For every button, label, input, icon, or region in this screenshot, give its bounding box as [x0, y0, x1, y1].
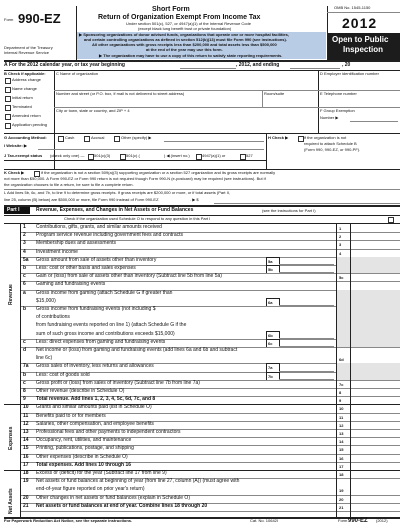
line-box-number: 7c — [339, 381, 344, 387]
amount-field[interactable] — [351, 462, 400, 470]
website-field[interactable] — [38, 149, 264, 150]
city-field[interactable] — [56, 114, 316, 130]
line-number: c — [23, 338, 26, 345]
row-k-label: K Check ▶ — [4, 170, 25, 175]
gross-receipts-field[interactable] — [214, 203, 400, 204]
row-divider — [20, 511, 400, 512]
accrual-checkbox[interactable] — [84, 136, 90, 142]
line-text: $15,000) — [36, 297, 56, 304]
inner-amount-field[interactable] — [279, 331, 334, 339]
line-text: Investment income — [36, 248, 78, 255]
inner-line-box-number: 6c — [268, 340, 273, 346]
line-text: of contributions — [36, 314, 70, 321]
dept-line-1: Department of the Treasury — [4, 45, 53, 50]
check-applicable-label: Initial return — [12, 95, 33, 100]
inner-line-box-number: 5a — [268, 258, 273, 264]
amount-field[interactable] — [351, 240, 400, 248]
row-j-label: J Tax-exempt status — [4, 153, 43, 158]
line-number: 1 — [23, 224, 26, 230]
footer-form-number: 990-EZ — [348, 518, 368, 524]
org-name-label: C Name of organization — [56, 71, 99, 76]
amount-field[interactable] — [351, 396, 400, 404]
phone-field[interactable] — [320, 98, 398, 107]
line-text: Less: cost of goods sold — [36, 371, 90, 378]
open-to-public-line-1: Open to Public — [332, 35, 389, 44]
line-text: Gross income from gaming (attach Schedule G if greater than — [36, 289, 173, 296]
line-text: Professional fees and other payments to independent contractors — [36, 429, 181, 435]
shaded-amount-area — [337, 265, 400, 273]
line-text: Less: cost or other basis and sales expenses — [36, 265, 136, 271]
footer-year: (2012) — [376, 518, 388, 523]
inner-line-box-number: 7b — [268, 373, 273, 379]
line-text: Gaming and fundraising events — [36, 281, 106, 288]
section-net-assets-label: Net Assets — [8, 488, 14, 514]
shaded-amount-area — [337, 290, 400, 306]
org-name-field[interactable] — [56, 78, 318, 90]
ein-label: D Employer identification number — [320, 71, 379, 76]
row-a-end: , 20 — [342, 62, 351, 68]
shaded-amount-area — [337, 339, 400, 347]
line-number: 20 — [23, 494, 29, 501]
line-text: Total revenue. Add lines 1, 2, 3, 4, 5c, 6d, 7c, and 8 — [36, 396, 156, 403]
check-applicable-label: Amended return — [12, 113, 41, 118]
row-h-text-3: (Form 990, 990-EZ, or 990-PF). — [304, 147, 361, 152]
line-number: c — [23, 273, 26, 280]
line-text: Program service revenue including government fees and contracts — [36, 232, 184, 239]
row-k-line-1: if the organization is not a section 509(a)(3) supporting organization or a section 527 organization and its gross receipts are normally — [41, 170, 276, 175]
notice-line-3: All other organizations with gross receipts less than $200,000 and total assets less than $500,000 — [92, 42, 277, 47]
line-box-number: 12 — [339, 422, 344, 428]
line-box-number: 11 — [339, 414, 344, 420]
row-k-line-2: not more than $50,000. A Form 990-EZ or Form 990 return is not required though Form 990-N (e-postcard) may be required (see instructions). But if — [4, 176, 266, 181]
line-text: Gross income from fundraising events (not including $ — [36, 306, 156, 312]
line-text: sum of such gross income and contributions exceeds $15,000) — [36, 330, 175, 337]
tax-year-begin-field[interactable] — [180, 68, 236, 69]
form-number: 990-EZ — [18, 11, 61, 26]
footer-form-label: Form — [338, 518, 348, 523]
line-box-number: 18 — [339, 472, 344, 477]
status-501c-label: 501(c) ( — [126, 153, 140, 158]
inner-line-box-number: 5b — [268, 267, 273, 272]
line-text: Less: direct expenses from gaming and fundraising events — [36, 338, 166, 345]
form-990ez-page — [4, 6, 400, 524]
row-a-label: A For the 2012 calendar year, or tax year beginning — [4, 62, 125, 68]
subtitle-1: Under section 501(c), 527, or 4947(a)(1) of the Internal Revenue Code — [126, 21, 251, 26]
row-g-label: G Accounting Method: — [4, 135, 47, 140]
dept-line-2: Internal Revenue Service — [4, 50, 49, 55]
amount-field[interactable] — [351, 454, 400, 462]
part-1-title: Revenue, Expenses, and Changes in Net Assets or Fund Balances — [36, 207, 194, 213]
check-applicable-checkbox[interactable] — [5, 114, 11, 120]
status-501c3-label: 501(c)(3) — [94, 153, 111, 158]
part-1-tag: Part I — [7, 207, 20, 213]
check-applicable-checkbox[interactable] — [5, 96, 11, 102]
check-applicable-checkbox[interactable] — [5, 78, 11, 84]
inner-amount-field[interactable] — [279, 363, 334, 371]
row-l-line-1: L Add lines 5b, 6c, and 7b, to line 9 to determine gross receipts. If gross receipts are $200,000 or more, or if total assets (Part II, — [4, 190, 230, 195]
inner-amount-field[interactable] — [279, 257, 334, 265]
line-number: 8 — [23, 388, 26, 394]
line-box-number: 6d — [339, 357, 344, 363]
line-number: 19 — [23, 478, 29, 485]
line-number: 4 — [23, 248, 26, 255]
notice-line-5: ▶ The organization may have to use a copy of this return to satisfy state reporting requirements. — [99, 53, 283, 58]
line-number: 2 — [23, 232, 26, 239]
line-text: from fundraising events reported on line 1) (attach Schedule G if the — [36, 322, 187, 329]
tax-year: 2012 — [342, 15, 378, 31]
line-box-number: 14 — [339, 439, 344, 445]
line-number: 12 — [23, 420, 29, 427]
line-number: 6 — [23, 281, 26, 288]
line-number: 18 — [23, 470, 29, 476]
check-applicable-checkbox[interactable] — [5, 123, 11, 129]
amount-field[interactable] — [351, 437, 400, 445]
inner-amount-field[interactable] — [279, 298, 334, 306]
line-text: Salaries, other compensation, and employee benefits — [36, 420, 154, 427]
omb-number: OMB No. 1545-1150 — [334, 5, 371, 10]
line-text: Benefits paid to or for members — [36, 412, 106, 419]
amount-field[interactable] — [351, 224, 400, 232]
row-l-end: . ▶ $ — [190, 197, 199, 202]
check-applicable-label: Name change — [12, 86, 37, 91]
footer-paperwork-notice: For Paperwork Reduction Act Notice, see the separate instructions. — [4, 518, 133, 523]
form-label: Form — [4, 17, 14, 22]
line-number: 16 — [23, 453, 29, 460]
status-4947-label: 4947(a)(1) or — [202, 153, 226, 158]
street-field[interactable] — [56, 97, 261, 107]
shaded-amount-area — [337, 257, 400, 265]
section-revenue-label: Revenue — [8, 284, 14, 305]
status-527-label: 527 — [246, 153, 253, 158]
amount-field[interactable] — [351, 503, 400, 511]
footer-cat-number: Cat. No. 10642I — [250, 518, 279, 523]
city-label: City or town, state or country, and ZIP + 4 — [56, 108, 130, 113]
line-number: 3 — [23, 240, 26, 247]
notice-line-1: ▶ Sponsoring organizations of donor advised funds, organizations that operate one or more hospital facilities, — [79, 32, 289, 37]
notice-line-2: and certain controlling organizations as defined in section 512(b)(13) must file Form 990 (see instructions). — [84, 37, 287, 42]
line-text: Other revenue (describe in Schedule O) — [36, 388, 125, 394]
amount-field[interactable] — [351, 355, 400, 363]
line-box-number: 17 — [339, 463, 344, 469]
group-exemption-label-2: Number ▶ — [320, 115, 339, 120]
amount-field[interactable] — [351, 421, 400, 429]
title-short-form: Short Form — [152, 6, 190, 13]
inner-amount-field[interactable] — [279, 372, 334, 380]
inner-line-box-number: 6b — [268, 332, 273, 338]
group-exemption-label: F Group Exemption — [320, 108, 355, 113]
line-number: 11 — [23, 412, 29, 419]
line-text: Net income or (loss) from gaming and fundraising events (add lines 6a and 6b and subtract — [36, 347, 238, 353]
accrual-label: Accrual — [91, 135, 105, 140]
line-text: Gross profit or (loss) from sales of inventory (Subtract line 7b from line 7a) — [36, 379, 200, 386]
line-box-number: 3 — [339, 242, 342, 248]
other-method-field[interactable] — [164, 141, 264, 142]
line-box-number: 4 — [339, 250, 342, 256]
check-applicable-checkbox[interactable] — [5, 105, 11, 111]
row-b-label: B Check if applicable: — [4, 71, 46, 76]
row-h-label: H Check ▶ — [268, 135, 289, 140]
street-label: Number and street (or P.O. box, if mail is not delivered to street address) — [56, 91, 185, 96]
amount-field[interactable] — [351, 429, 400, 437]
subtitle-2: (except black lung benefit trust or private foundation) — [138, 26, 232, 31]
line-text: Total expenses. Add lines 10 through 16 — [36, 461, 132, 468]
line-number: c — [23, 379, 26, 386]
section-expenses-label: Expenses — [8, 426, 14, 450]
row-l-line-2: line 25, column (B) below) are $500,000 or more, file Form 990 instead of Form 990-EZ — [4, 197, 159, 202]
room-suite-label: Room/suite — [264, 91, 285, 96]
part-1-title-note: (see the instructions for Part I) — [262, 208, 316, 213]
inner-line-box-number: 6a — [268, 299, 273, 305]
line-text: end-of-year figure reported on prior year's return) — [36, 486, 145, 493]
line-text: Excess or (deficit) for the year (Subtract line 17 from line 9) — [36, 470, 167, 476]
phone-label: E Telephone number — [320, 91, 357, 96]
row-i-label: I Website: ▶ — [4, 143, 28, 148]
line-box-number: 5c — [339, 275, 344, 281]
line-text: Printing, publications, postage, and shipping — [36, 445, 134, 452]
line-text: line 6c) — [36, 355, 53, 362]
shaded-amount-area — [337, 372, 400, 380]
inner-amount-field[interactable] — [279, 265, 334, 273]
other-method-checkbox[interactable] — [114, 136, 120, 142]
line-box-number: 19 — [339, 488, 344, 494]
line-number: 9 — [23, 396, 26, 403]
open-to-public-line-2: Inspection — [343, 45, 384, 54]
line-box-number: 2 — [339, 234, 342, 240]
status-insert-label: ) ◀ (insert no.) — [164, 153, 190, 158]
line-number: 14 — [23, 437, 29, 444]
line-number: b — [23, 306, 27, 312]
line-number: 15 — [23, 445, 29, 452]
shaded-amount-area — [337, 306, 400, 339]
cash-label: Cash — [65, 135, 75, 140]
line-text: Gross amount from sale of assets other than inventory — [36, 256, 157, 263]
line-number: 10 — [23, 404, 29, 411]
line-box-number: 8 — [339, 390, 342, 395]
line-text: Occupancy, rent, utilities, and maintenance — [36, 437, 132, 444]
amount-field[interactable] — [351, 273, 400, 281]
line-number: 21 — [23, 502, 29, 509]
line-text: Gross sales of inventory, less returns and allowances — [36, 363, 154, 370]
part-1-schedule-o-text: Check if the organization used Schedule O to respond to any question in this Part I — [64, 216, 211, 221]
row-h-text-1: if the organization is not — [304, 135, 347, 140]
line-number: a — [23, 289, 26, 296]
line-box-number: 20 — [339, 496, 344, 502]
row-h-text-2: required to attach Schedule B — [304, 141, 357, 146]
line-box-number: 21 — [339, 504, 344, 510]
row-k-line-3: the organization chooses to file a return, be sure to file a complete return. — [4, 182, 134, 187]
line-text: Gain or (loss) from sale of assets other than inventory (Subtract line 5b from line 5a) — [36, 273, 222, 280]
amount-field[interactable] — [351, 495, 400, 503]
line-box-number: 9 — [339, 398, 342, 404]
check-applicable-label: Application pending — [12, 122, 47, 127]
group-exemption-field[interactable] — [350, 121, 398, 122]
line-number: b — [23, 371, 27, 378]
line-text: Other changes in net assets or fund balances (explain in Schedule O) — [36, 494, 190, 501]
amount-field[interactable] — [351, 413, 400, 421]
line-number: b — [23, 265, 27, 271]
line-number: d — [23, 347, 27, 353]
amount-field[interactable] — [351, 470, 400, 478]
line-box-number: 13 — [339, 431, 344, 436]
other-method-label: Other (specify) ▶ — [121, 135, 152, 140]
line-text: Contributions, gifts, grants, and similar amounts received — [36, 224, 162, 230]
line-number: 17 — [23, 461, 29, 468]
tax-year-end-field[interactable] — [290, 68, 340, 69]
line-text: Grants and similar amounts paid (list in Schedule O) — [36, 404, 152, 411]
line-number: 7a — [23, 363, 29, 370]
ein-field[interactable] — [320, 78, 398, 90]
amount-field[interactable] — [351, 249, 400, 257]
line-text: Membership dues and assessments — [36, 240, 117, 247]
line-number: 5a — [23, 256, 29, 263]
amount-field[interactable] — [351, 486, 400, 494]
inner-amount-field[interactable] — [279, 339, 334, 347]
line-text: Net assets or fund balances at beginning of year (from line 27, column (A)) (must agree with — [36, 478, 240, 485]
line-text: Net assets or fund balances at end of year. Combine lines 18 through 20 — [36, 502, 208, 509]
amount-field[interactable] — [351, 380, 400, 388]
amount-field[interactable] — [351, 445, 400, 453]
line-number: 13 — [23, 429, 29, 435]
notice-line-4: at the end of the year may use this form. — [146, 47, 223, 52]
line-box-number: 1 — [339, 226, 342, 231]
inner-line-box-number: 7a — [268, 365, 273, 371]
row-j-hint: (check only one) — — [50, 153, 85, 158]
row-a-mid: , 2012, and ending — [236, 62, 280, 68]
check-applicable-label: Address change — [12, 77, 41, 82]
title-main: Return of Organization Exempt From Income Tax — [98, 14, 261, 21]
line-box-number: 10 — [339, 406, 344, 412]
line-text: Other expenses (describe in Schedule O) — [36, 453, 128, 460]
check-applicable-checkbox[interactable] — [5, 87, 11, 93]
shaded-amount-area — [337, 363, 400, 371]
check-applicable-label: Terminated — [12, 104, 32, 109]
line-box-number: 16 — [339, 455, 344, 461]
amount-field[interactable] — [351, 404, 400, 412]
amount-field[interactable] — [351, 388, 400, 396]
line-box-number: 15 — [339, 447, 344, 453]
cash-checkbox[interactable] — [58, 136, 64, 142]
amount-field[interactable] — [351, 232, 400, 240]
